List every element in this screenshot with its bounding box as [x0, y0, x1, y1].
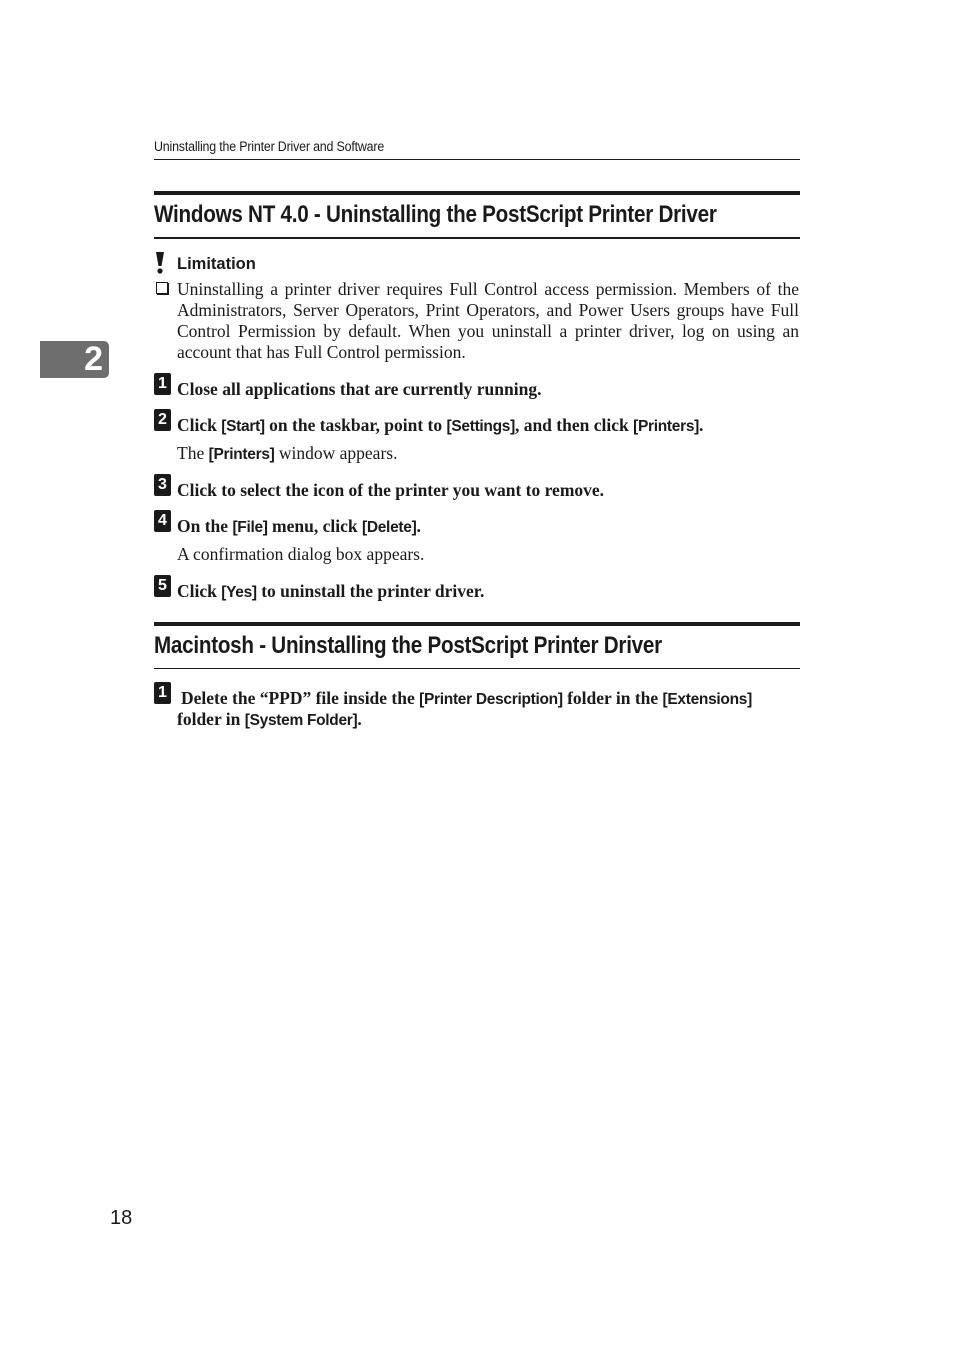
step-number-badge: 4 [154, 510, 171, 532]
running-header: Uninstalling the Printer Driver and Software [154, 139, 385, 154]
ui-label-start: [Start] [221, 418, 265, 435]
step-text: On the [File] menu, click [Delete]. [177, 516, 421, 536]
ui-label-settings: [Settings] [446, 418, 515, 435]
step-number-badge: 1 [154, 373, 171, 395]
step-number-badge: 3 [154, 474, 171, 496]
page-number: 18 [110, 1207, 133, 1229]
step-text-continued: folder in [System Folder]. [177, 709, 362, 729]
checkbox-icon [156, 282, 168, 294]
section-bottom-rule [154, 237, 800, 239]
step-text: Click [Yes] to uninstall the printer driver. [177, 581, 485, 601]
limitation-icon [153, 251, 167, 275]
ui-label-extensions: [Extensions] [662, 691, 752, 708]
step-text: Click to select the icon of the printer you want to remove. [177, 480, 605, 500]
section-bottom-rule [154, 668, 800, 669]
ui-label-printers: [Printers] [633, 418, 700, 435]
step-number-badge: 2 [154, 409, 171, 431]
section-title: Macintosh - Uninstalling the PostScript Printer Driver [154, 632, 662, 659]
ui-label-printer-description: [Printer Description] [419, 691, 563, 708]
limitation-text: Uninstalling a printer driver requires Full Control access permission. Members of the Administrators, Server Operators, Print Operators, and Power Users groups have Full Control Permission by default. When you uninstall a printer driver, log on using an account that has Full Control permission. [177, 279, 799, 362]
chapter-tab [40, 341, 109, 378]
ui-label-file: [File] [232, 519, 268, 536]
ui-label-delete: [Delete] [361, 519, 417, 536]
chapter-number: 2 [84, 340, 103, 378]
section-title: Windows NT 4.0 - Uninstalling the PostScript Printer Driver [154, 201, 717, 228]
step-text: Close all applications that are currently running. [177, 379, 542, 399]
step-number-badge: 1 [154, 682, 171, 704]
ui-label-system-folder: [System Folder] [244, 712, 358, 729]
limitation-label: Limitation [177, 255, 256, 273]
header-rule [154, 159, 800, 160]
step-number-badge: 5 [154, 575, 171, 597]
step-note: The [Printers] window appears. [177, 443, 398, 463]
step-note: A confirmation dialog box appears. [177, 544, 425, 564]
ui-label-printers: [Printers] [208, 446, 275, 463]
section-top-rule [154, 622, 800, 626]
ui-label-yes: [Yes] [221, 584, 257, 601]
section-top-rule [154, 191, 800, 195]
step-text: Delete the “PPD” file inside the [Printer Description] folder in the [Extensions] [181, 688, 752, 708]
step-text: Click [Start] on the taskbar, point to [Settings], and then click [Printers]. [177, 415, 704, 435]
